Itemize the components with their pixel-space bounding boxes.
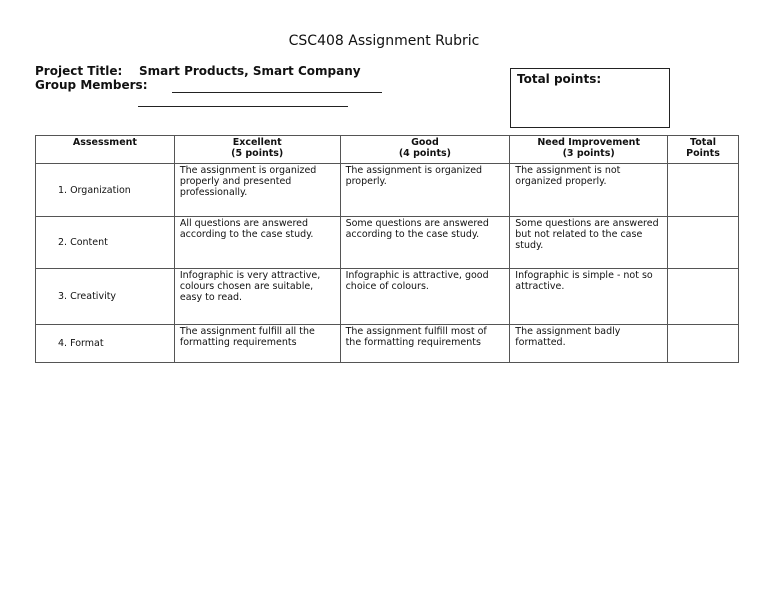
project-title-line bbox=[35, 64, 361, 78]
project-title-label: Project Title: bbox=[35, 64, 123, 78]
header-assessment: Assessment bbox=[36, 136, 175, 164]
need-improvement-cell: The assignment badly formatted. bbox=[510, 325, 668, 363]
good-cell: The assignment is organized properly. bbox=[340, 164, 510, 217]
excellent-cell: The assignment is organized properly and presented professionally. bbox=[174, 164, 340, 217]
total-cell bbox=[668, 217, 739, 269]
group-members-blank-1 bbox=[172, 80, 382, 93]
good-cell: Infographic is attractive, good choice of colours. bbox=[340, 269, 510, 325]
group-members-label: Group Members: bbox=[35, 78, 148, 92]
need-improvement-cell: The assignment is not organized properly. bbox=[510, 164, 668, 217]
group-members-blank-2 bbox=[138, 94, 348, 107]
header-total-points: Total Points bbox=[668, 136, 739, 164]
criterion-cell: 1. Organization bbox=[36, 164, 175, 217]
project-title-value: Smart Products, Smart Company bbox=[139, 64, 361, 78]
excellent-cell: The assignment fulfill all the formatting requirements bbox=[174, 325, 340, 363]
criterion-cell: 2. Content bbox=[36, 217, 175, 269]
need-improvement-cell: Infographic is simple - not so attractive. bbox=[510, 269, 668, 325]
total-cell bbox=[668, 325, 739, 363]
good-cell: The assignment fulfill most of the formatting requirements bbox=[340, 325, 510, 363]
total-cell bbox=[668, 269, 739, 325]
rubric-table bbox=[35, 135, 739, 363]
criterion-cell: 3. Creativity bbox=[36, 269, 175, 325]
total-points-box bbox=[510, 68, 670, 128]
header-need-improvement: Need Improvement (3 points) bbox=[510, 136, 668, 164]
table-header-row bbox=[36, 136, 739, 164]
excellent-cell: All questions are answered according to the case study. bbox=[174, 217, 340, 269]
need-improvement-cell: Some questions are answered but not related to the case study. bbox=[510, 217, 668, 269]
excellent-cell: Infographic is very attractive, colours chosen are suitable, easy to read. bbox=[174, 269, 340, 325]
table-row bbox=[36, 217, 739, 269]
total-cell bbox=[668, 164, 739, 217]
criterion-cell: 4. Format bbox=[36, 325, 175, 363]
total-points-label: Total points: bbox=[517, 72, 602, 86]
table-row bbox=[36, 325, 739, 363]
table-row bbox=[36, 269, 739, 325]
header-good: Good (4 points) bbox=[340, 136, 510, 164]
page-title: CSC408 Assignment Rubric bbox=[288, 33, 480, 49]
table-row bbox=[36, 164, 739, 217]
header-excellent: Excellent (5 points) bbox=[174, 136, 340, 164]
good-cell: Some questions are answered according to the case study. bbox=[340, 217, 510, 269]
